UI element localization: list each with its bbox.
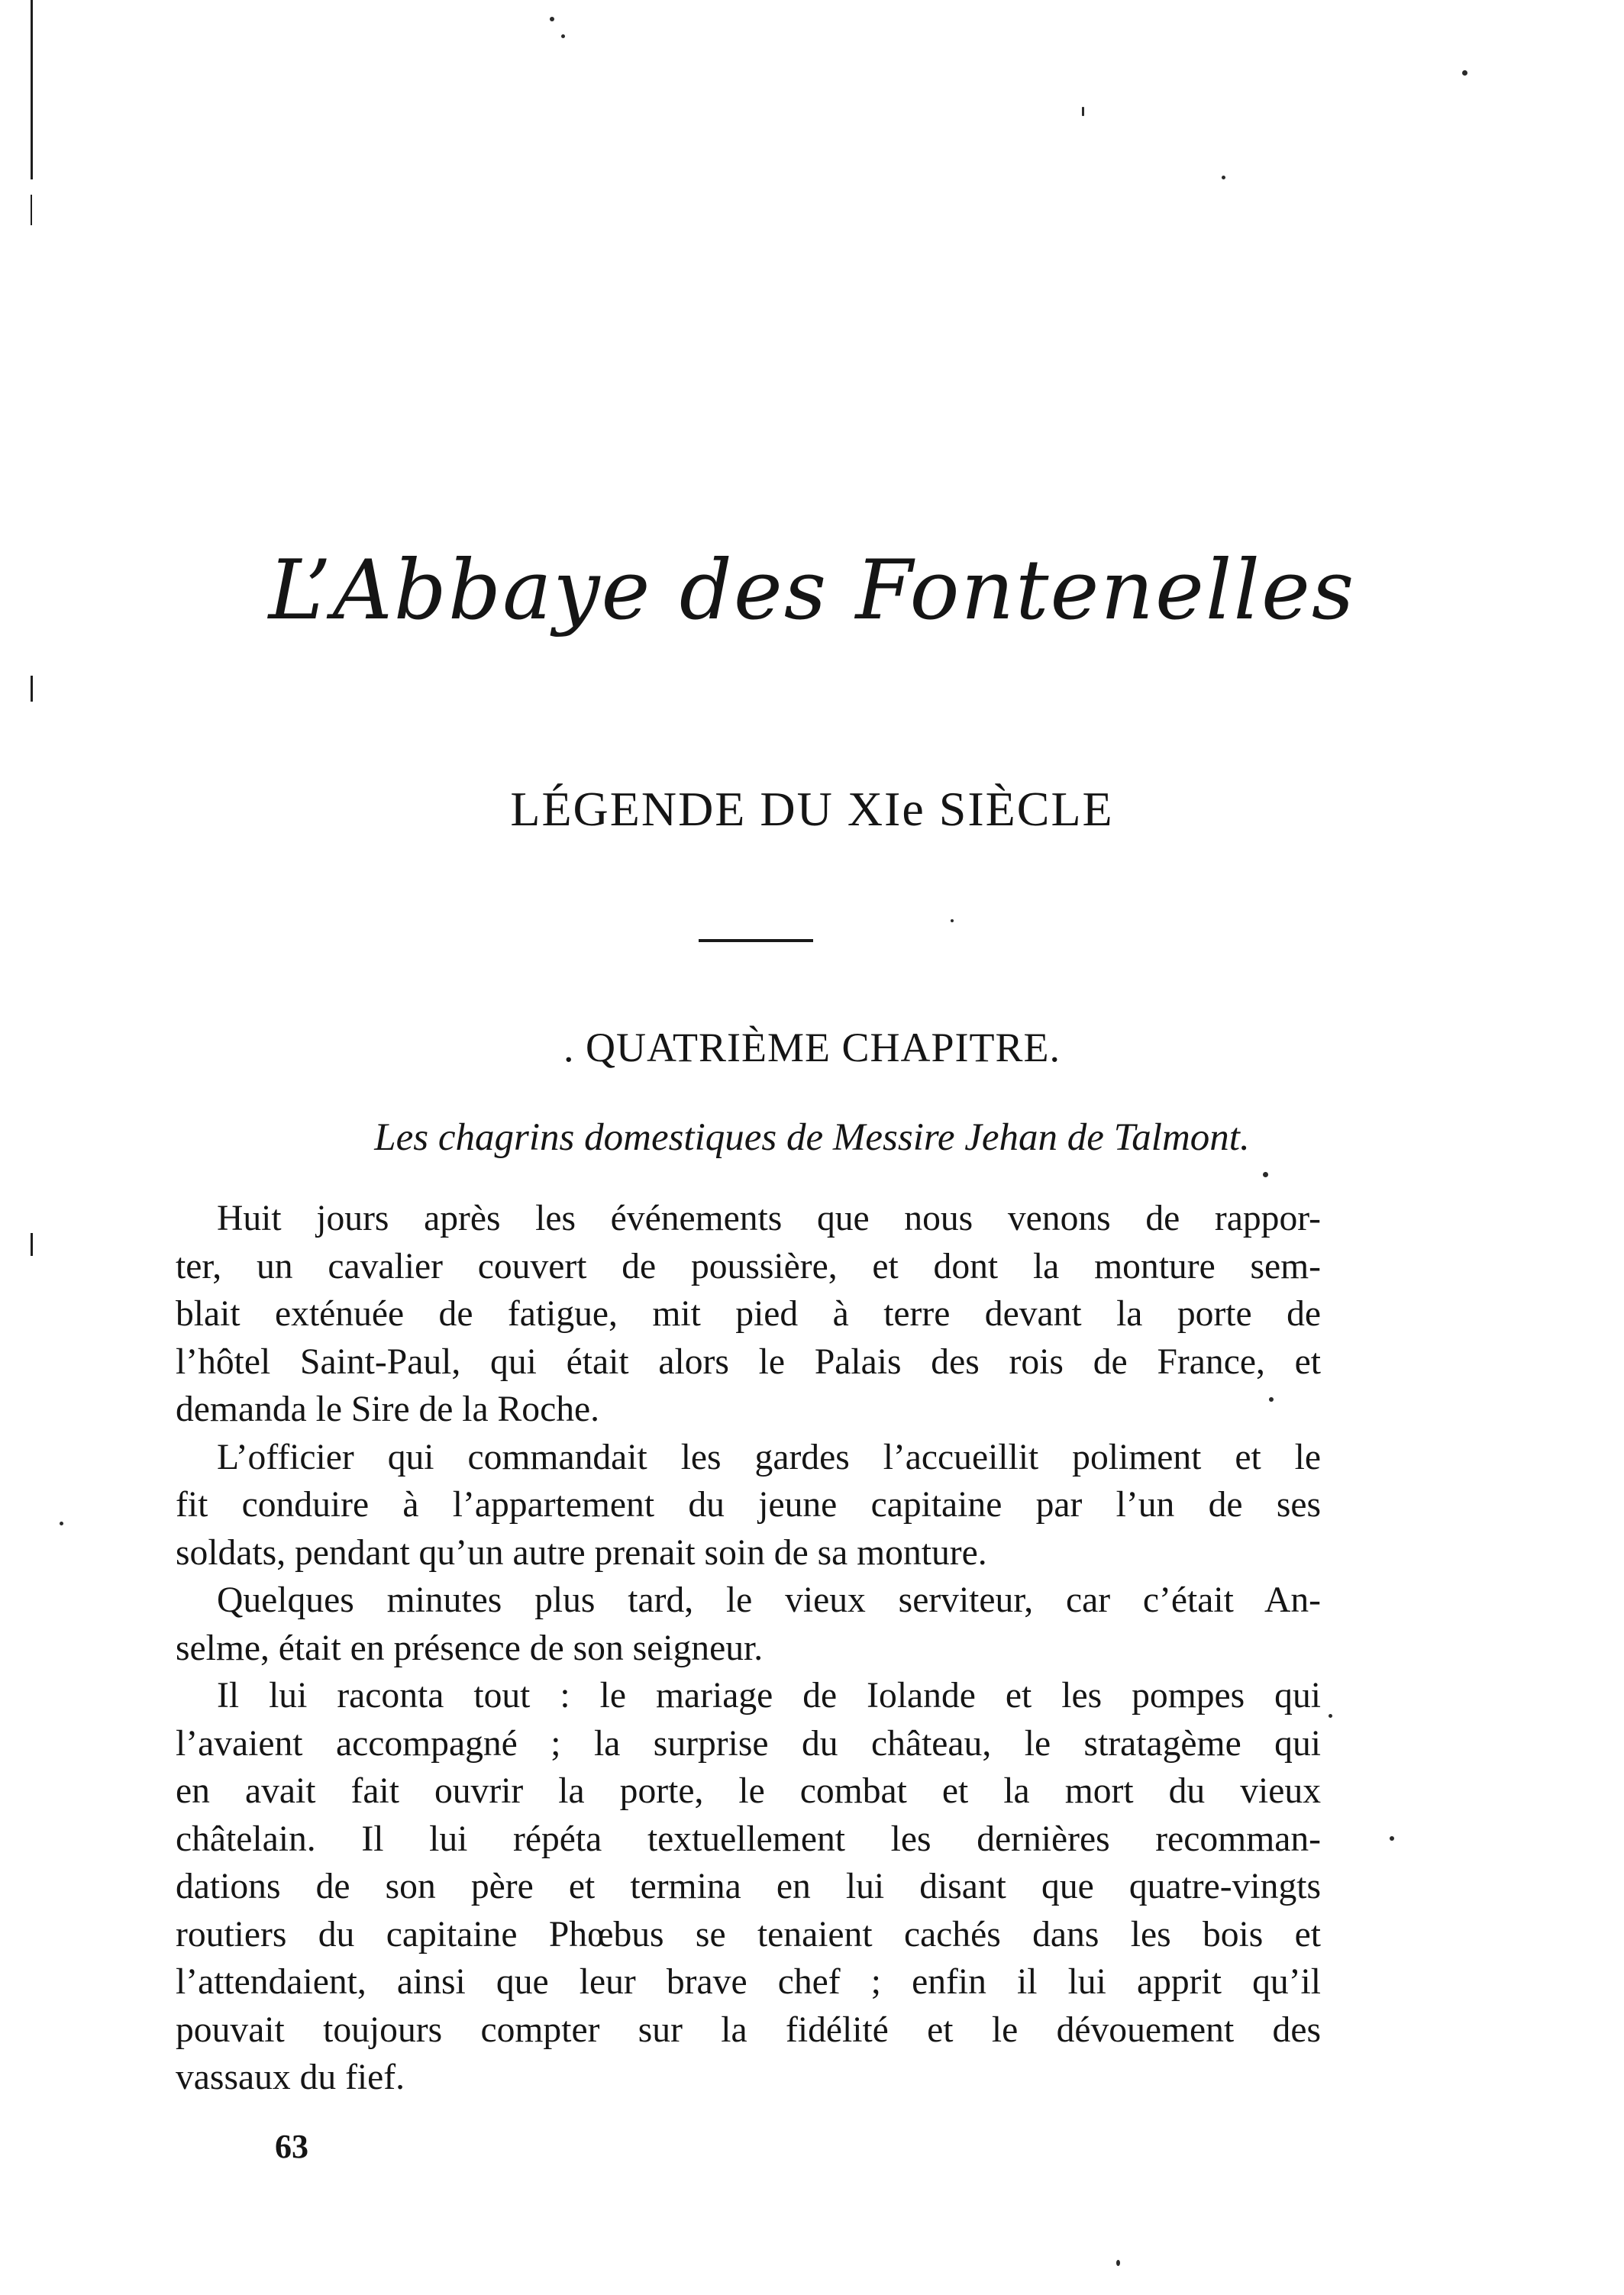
text-line: routiers du capitaine Phœbus se tenaient cachés dans les bois et xyxy=(176,1914,1321,1954)
paragraph xyxy=(176,1577,1321,1672)
text-line: Il lui raconta tout : le mariage de Iolande et les pompes qui xyxy=(217,1676,1321,1716)
scan-speck xyxy=(550,17,554,21)
text-line: en avait fait ouvrir la porte, le combat et la mort du vieux xyxy=(176,1771,1321,1811)
scan-speck xyxy=(1462,70,1467,76)
text-line: l’attendaient, ainsi que leur brave chef ; enfin il lui apprit qu’il xyxy=(176,1962,1321,2002)
scan-speck xyxy=(1390,1836,1394,1841)
scan-speck xyxy=(1082,107,1084,116)
scan-speck xyxy=(561,34,565,38)
chapter-heading: . QUATRIÈME CHAPITRE. xyxy=(563,1025,1061,1070)
text-line: selme, était en présence de son seigneur. xyxy=(176,1628,764,1668)
scan-margin-mark xyxy=(31,195,32,225)
text-line: Quelques minutes plus tard, le vieux serviteur, car c’était An- xyxy=(217,1580,1321,1620)
scan-speck xyxy=(1116,2260,1120,2266)
scan-margin-mark xyxy=(31,676,33,702)
text-line: l’avaient accompagné ; la surprise du château, le stratagème qui xyxy=(176,1723,1321,1764)
scan-speck xyxy=(1329,1714,1332,1718)
text-line: fit conduire à l’appartement du jeune capitaine par l’un de ses xyxy=(176,1485,1321,1525)
book-title: L’Abbaye des Fontenelles xyxy=(268,543,1356,638)
chapter-subheading: Les chagrins domestiques de Messire Jehan de Talmont. xyxy=(374,1116,1250,1159)
text-line: dations de son père et termina en lui disant que quatre-vingts xyxy=(176,1867,1321,1906)
text-line: pouvait toujours compter sur la fidélité et le dévouement des xyxy=(176,2009,1321,2050)
scan-margin-line xyxy=(31,0,33,179)
scan-margin-mark xyxy=(31,1233,33,1256)
text-line: L’officier qui commandait les gardes l’accueillit poliment et le xyxy=(217,1437,1321,1477)
section-divider xyxy=(699,939,813,942)
text-line: Huit jours après les événements que nous venons de rappor- xyxy=(217,1199,1321,1238)
page-number: 63 xyxy=(275,2128,308,2165)
text-line: l’hôtel Saint-Paul, qui était alors le Palais des rois de France, et xyxy=(176,1341,1321,1382)
scan-speck xyxy=(60,1522,63,1525)
book-subtitle: LÉGENDE DU XIe SIÈCLE xyxy=(510,782,1114,836)
text-line: demanda le Sire de la Roche. xyxy=(176,1390,600,1429)
paragraph xyxy=(176,1672,1321,2102)
text-line: soldats, pendant qu’un autre prenait soin de sa monture. xyxy=(176,1532,987,1573)
text-line: blait exténuée de fatigue, mit pied à terre devant la porte de xyxy=(176,1294,1321,1334)
body-text xyxy=(176,1195,1321,2102)
paragraph xyxy=(176,1195,1321,1434)
scan-speck xyxy=(951,919,954,922)
scan-speck xyxy=(1263,1172,1268,1177)
scan-speck xyxy=(1222,176,1225,179)
text-line: châtelain. Il lui répéta textuellement les dernières recomman- xyxy=(176,1819,1321,1859)
paragraph xyxy=(176,1434,1321,1577)
text-line: ter, un cavalier couvert de poussière, et dont la monture sem- xyxy=(176,1246,1321,1286)
text-line: vassaux du fief. xyxy=(176,2058,405,2097)
